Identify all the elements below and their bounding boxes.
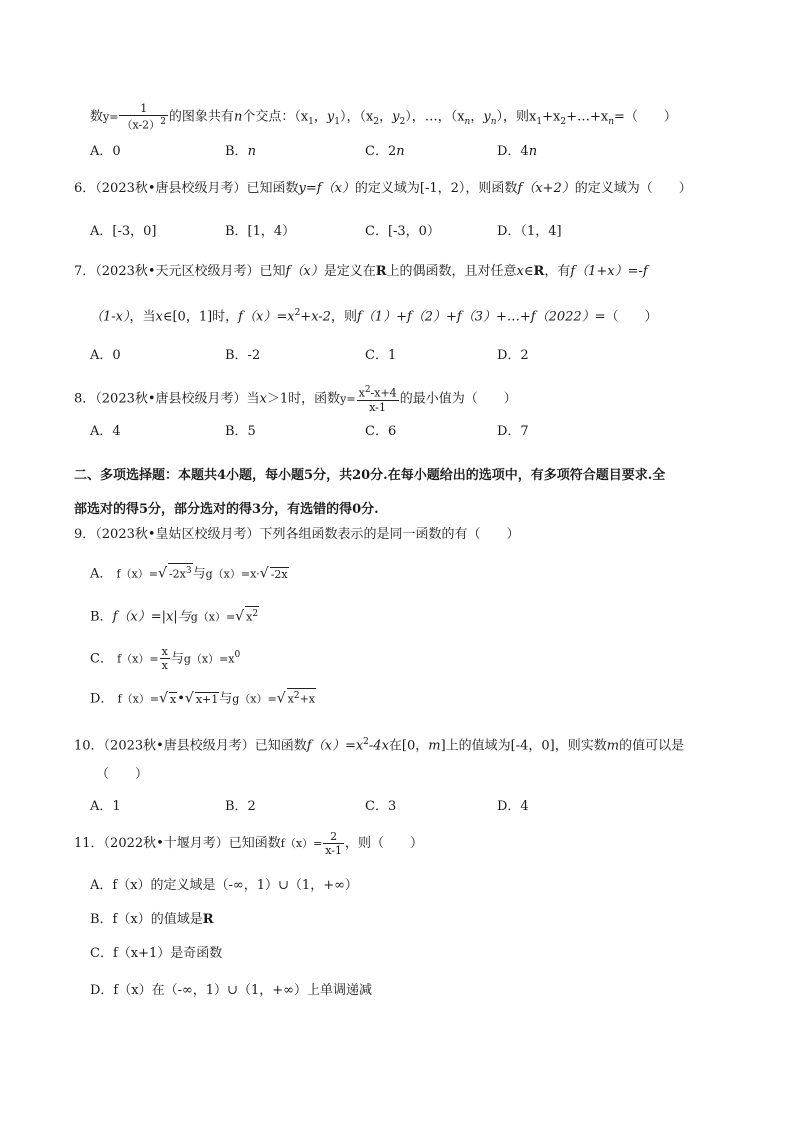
q10-option-a[interactable]: A．1 — [90, 799, 121, 814]
q5-option-a[interactable]: A．0 — [90, 144, 121, 159]
q9-option-a[interactable]: A． f（x）=√ $-2x^3$与g（x）=x·√ -2x — [90, 563, 289, 585]
q5-stem: 数y= $\frac{1}{(x-2)^2}$ 的图象共有n个交点：（$x_1$，$y_1$），（$x_2$，$y_2$），…，（$x_n$，$y_n$），则$x_1+x_2+\dots+x_n=$（ ） — [90, 102, 677, 132]
section2-heading-line1: 二、多项选择题：本题共4小题，每小题5分，共20分.在每小题给出的选项中，有多项符合题目要求.全 — [74, 468, 666, 483]
q8-stem: 8．（2023秋•唐县校级月考）当x＞1时，函数y= $\frac{x^2-x+4}{x-1}$ 的最小值为（ ） — [74, 385, 517, 414]
q11-stem: 11．（2022秋•十堰月考）已知函数f（x）= $\frac{2}{x-1}$ ，则（ ） — [74, 830, 424, 857]
q5-option-b[interactable]: B．n — [225, 144, 256, 159]
sqrt-icon: √ — [184, 690, 194, 707]
q11-option-c[interactable]: C．f（x+1）是奇函数 — [90, 946, 223, 961]
q11-option-d[interactable]: D．f（x）在（-∞，1）∪（1，+∞）上单调递减 — [90, 983, 372, 998]
q8-option-b[interactable]: B．5 — [225, 424, 256, 439]
q5-option-c[interactable]: C．2n — [365, 144, 405, 159]
sqrt-icon: √ — [158, 565, 167, 582]
q9-stem: 9．（2023秋•皇姑区校级月考）下列各组函数表示的是同一函数的有（ ） — [74, 527, 520, 542]
q10-option-c[interactable]: C．3 — [365, 799, 397, 814]
sqrt-icon: √ — [259, 565, 269, 582]
q10-option-d[interactable]: D．4 — [497, 799, 529, 814]
q9-option-b[interactable]: B．f（x）=|x|与g（x）=√ $x^2$ — [90, 606, 259, 628]
q7-option-d[interactable]: D．2 — [497, 348, 529, 363]
section2-heading-line2: 部选对的得5分，部分选对的得3分，有选错的得0分. — [74, 502, 379, 517]
q6-stem: 6．（2023秋•唐县校级月考）已知函数y=f（x）的定义域为[-1，2），则函数f（x+2）的定义域为（ ） — [74, 181, 692, 196]
q11-option-b[interactable]: B．f（x）的值域是R — [90, 912, 214, 927]
q10-stem-line1: 10．（2023秋•唐县校级月考）已知函数$f(x)=x^2-4x$在[0，m]上的值域为[-4，0]，则实数m的值可以是 — [74, 737, 685, 754]
q7-stem-line2: （1-x），当x∈[0，1]时，$f(x)=x^2+x-2$，则f（1）+f（2）+f（3）+…+f（2022）=（ ） — [90, 308, 658, 325]
q5-option-d[interactable]: D．4n — [497, 144, 538, 159]
q7-stem-line1: 7．（2023秋•天元区校级月考）已知f（x）是定义在R上的偶函数，且对任意x∈R，有f（1+x）=-f — [74, 264, 648, 279]
q10-stem-line2: （ ） — [96, 767, 149, 782]
sqrt-icon: √ — [159, 690, 168, 707]
q5-fraction: $\frac{1}{(x-2)^2}$ — [121, 102, 166, 132]
q8-option-d[interactable]: D．7 — [497, 424, 529, 439]
q6-option-c[interactable]: C．[-3，0） — [365, 224, 440, 239]
sqrt-icon: √ — [276, 690, 286, 707]
q8-option-c[interactable]: C．6 — [365, 424, 397, 439]
q8-option-a[interactable]: A．4 — [90, 424, 121, 439]
q6-option-b[interactable]: B．[1，4） — [225, 224, 296, 239]
q6-option-a[interactable]: A．[-3，0] — [90, 224, 157, 239]
q10-option-b[interactable]: B．2 — [225, 799, 256, 814]
q8-fraction: $\frac{x^2-x+4}{x-1}$ — [358, 385, 397, 414]
q7-option-a[interactable]: A．0 — [90, 348, 121, 363]
q7-option-c[interactable]: C．1 — [365, 348, 397, 363]
q9-option-c[interactable]: C． f（x）= $\frac{x}{x}$ 与$g(x)=x^0$ — [90, 645, 241, 673]
q11-option-a[interactable]: A．f（x）的定义域是（-∞，1）∪（1，+∞） — [90, 878, 358, 893]
q9-option-d[interactable]: D． f（x）=√ x•√ x+1与g（x）=√ $x^2+x$ — [90, 688, 316, 710]
sqrt-icon: √ — [235, 608, 245, 625]
q7-option-b[interactable]: B．-2 — [225, 348, 261, 363]
q6-option-d[interactable]: D．（1，4] — [497, 224, 562, 239]
q11-fraction: $\frac{2}{x-1}$ — [325, 830, 343, 857]
q9-c-fraction: $\frac{x}{x}$ — [161, 645, 168, 673]
